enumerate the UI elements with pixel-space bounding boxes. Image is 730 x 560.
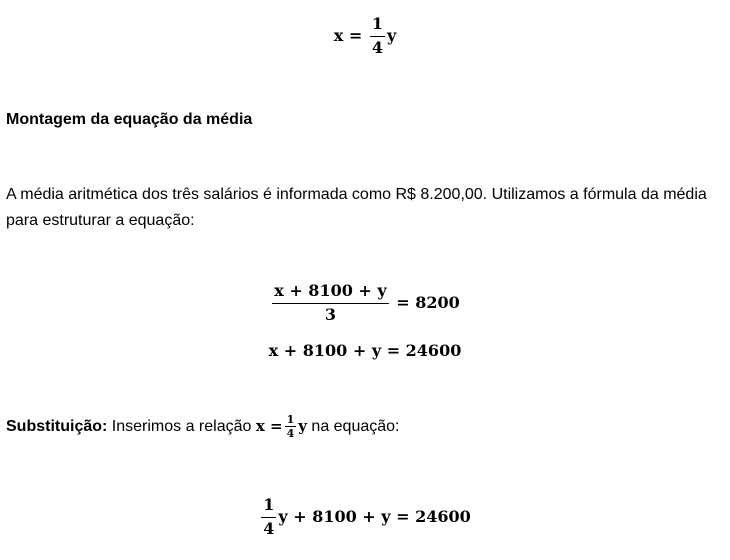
substitution-text-after: na equação:: [306, 418, 400, 435]
equation-relation-fraction: [370, 16, 385, 57]
substitution-label: Substituição:: [6, 418, 108, 435]
equation-mean-rhs: = 8200: [396, 292, 460, 312]
equation-relation-lhs: x: [333, 25, 344, 45]
equation-substituted-rest: y + 8100 + y = 24600: [278, 506, 471, 526]
substitution-fraction-denominator: 4: [286, 427, 295, 441]
paragraph-mean: A média aritmética dos três salários é informada como R$ 8.200,00. Utilizamos a fórmula da média para estruturar a equação:: [6, 186, 707, 229]
equation-sum: x + 8100 + y = 24600: [268, 341, 462, 360]
substitution-math-rhs: y: [298, 417, 307, 435]
equation-mean: [0, 283, 730, 324]
equation-substituted-denominator: 4: [263, 518, 275, 538]
substitution-math-lhs: x =: [255, 417, 283, 435]
equation-substituted: [0, 497, 730, 538]
section-heading-mean: Montagem da equação da média: [6, 111, 253, 128]
equation-substituted-numerator: 1: [261, 497, 276, 518]
substitution-text-before: Inserimos a relação: [107, 418, 256, 435]
substitution-fraction-numerator: 1: [286, 413, 295, 427]
equation-relation-equals: =: [348, 25, 363, 45]
equation-relation: [0, 16, 730, 57]
equation-mean-fraction: [272, 283, 388, 324]
equation-mean-numerator: x + 8100 + y: [272, 283, 388, 304]
substitution-fraction: [285, 414, 297, 439]
substitution-line: [0, 413, 730, 440]
equation-mean-denominator: 3: [324, 304, 337, 324]
fraction-numerator: 1: [370, 16, 385, 37]
fraction-denominator: 4: [371, 37, 383, 57]
equation-relation-rhs: y: [386, 25, 397, 45]
equation-substituted-fraction: [261, 497, 276, 538]
